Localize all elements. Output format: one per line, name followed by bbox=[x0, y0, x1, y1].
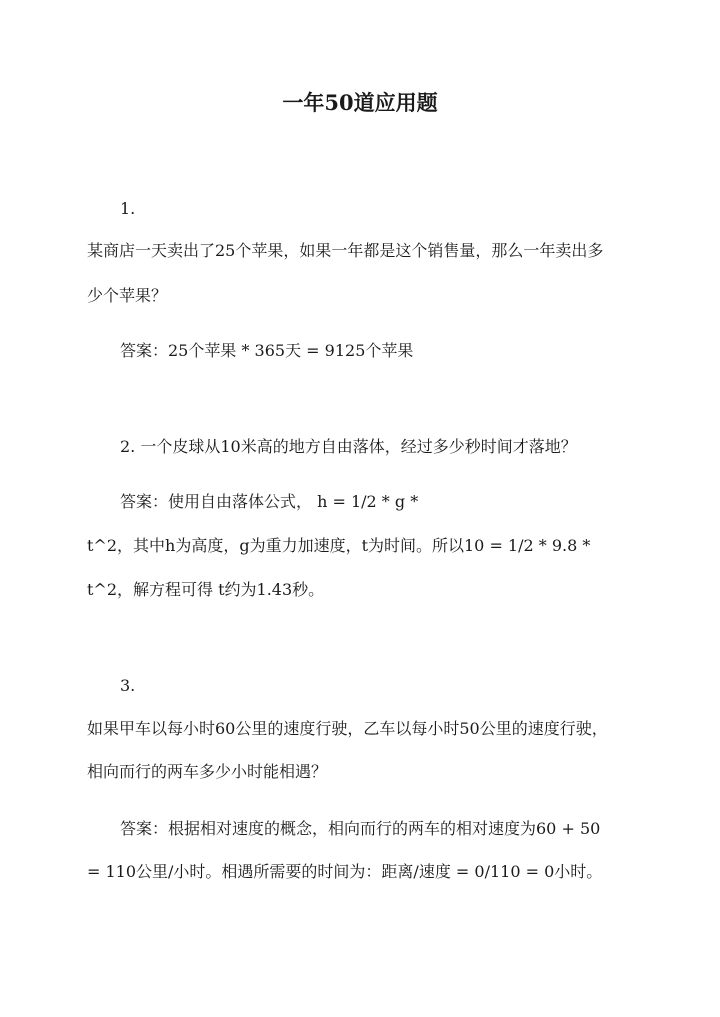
question-3-number: 3. bbox=[120, 676, 136, 695]
page-title: 一年50道应用题 bbox=[282, 90, 438, 115]
question-3-text-line-2: 相向而行的两车多少小时能相遇？ bbox=[87, 762, 328, 781]
answer-2-line-1: 答案：使用自由落体公式， h = 1/2 * g * bbox=[120, 492, 419, 511]
question-2-text-line-1 bbox=[120, 435, 577, 459]
question-2-text: 一个皮球从10米高的地方自由落体，经过多少秒时间才落地？ bbox=[140, 437, 577, 456]
question-1-number: 1. bbox=[120, 199, 136, 218]
question-1-text-line-2: 少个苹果？ bbox=[87, 286, 168, 305]
question-3-text-line-1: 如果甲车以每小时60公里的速度行驶，乙车以每小时50公里的速度行驶， bbox=[87, 719, 608, 738]
answer-3-line-1: 答案：根据相对速度的概念，相向而行的两车的相对速度为60 + 50 bbox=[120, 819, 601, 838]
answer-2-line-2: t^2，其中h为高度，g为重力加速度，t为时间。所以10 = 1/2 * 9.8 * bbox=[87, 536, 591, 555]
answer-3-line-2: = 110公里/小时。相遇所需要的时间为：距离/速度 = 0/110 = 0小时。 bbox=[87, 862, 603, 881]
answer-1-line-1: 答案：25个苹果 * 365天 = 9125个苹果 bbox=[120, 341, 414, 360]
question-2-number: 2. bbox=[120, 437, 136, 456]
question-1-text-line-1: 某商店一天卖出了25个苹果，如果一年都是这个销售量，那么一年卖出多 bbox=[87, 241, 604, 260]
answer-2-line-3: t^2，解方程可得 t约为1.43秒。 bbox=[87, 580, 325, 599]
